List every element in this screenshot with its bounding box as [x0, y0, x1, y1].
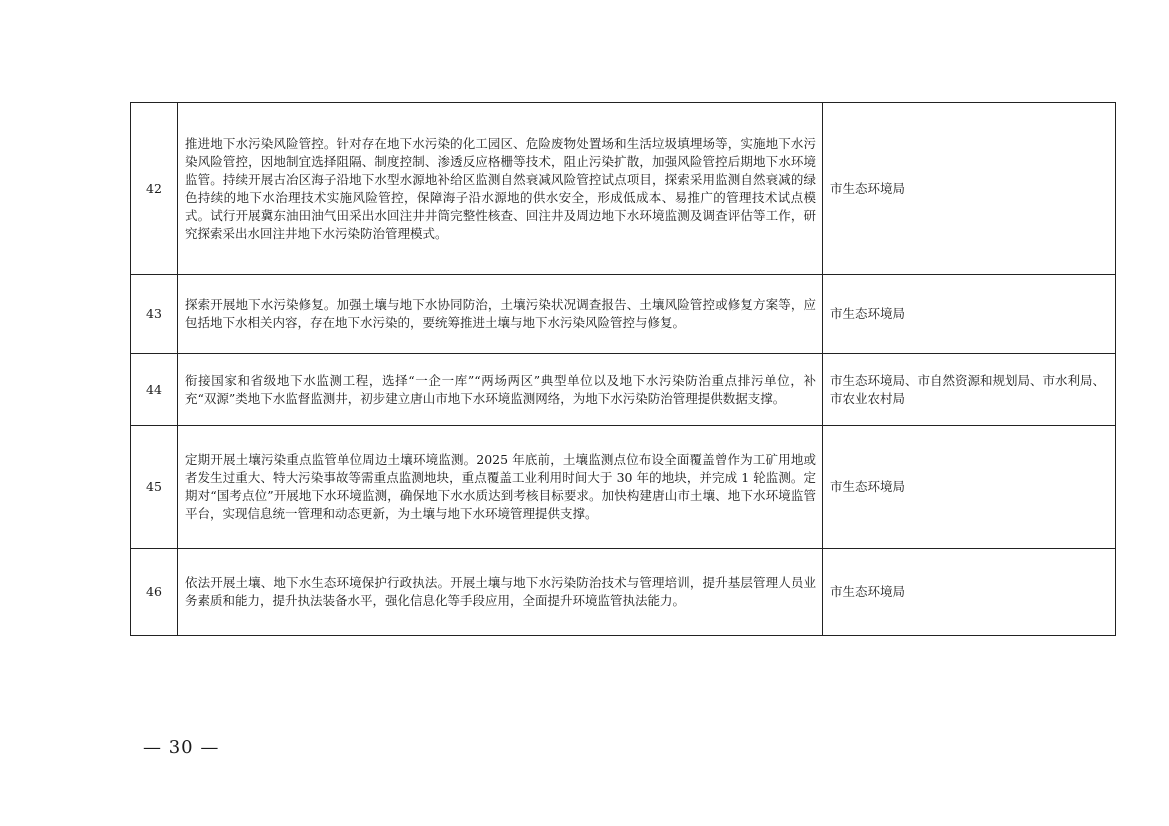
table-row [131, 103, 1116, 275]
table-row [131, 426, 1116, 549]
row-number: 45 [131, 426, 178, 549]
row-number: 44 [131, 354, 178, 426]
measure-description: 依法开展土壤、地下水生态环境保护行政执法。开展土壤与地下水污染防治技术与管理培训，提升基层管理人员业务素质和能力，提升执法装备水平，强化信息化等手段应用，全面提升环境监管执法能力。 [178, 549, 823, 636]
measures-table [130, 102, 1116, 636]
row-number: 42 [131, 103, 178, 275]
responsible-department: 市生态环境局 [823, 426, 1116, 549]
table-row [131, 354, 1116, 426]
responsible-department: 市生态环境局、市自然资源和规划局、市水利局、市农业农村局 [823, 354, 1116, 426]
measure-description: 推进地下水污染风险管控。针对存在地下水污染的化工园区、危险废物处置场和生活垃圾填埋场等，实施地下水污染风险管控，因地制宜选择阻隔、制度控制、渗透反应格栅等技术，阻止污染扩散，加强风险管控后期地下水环境监管。持续开展古冶区海子沿地下水型水源地补给区监测自然衰减风险管控试点项目，探索采用监测自然衰减的绿色持续的地下水治理技术实施风险管控，保障海子沿水源地的供水安全，形成低成本、易推广的管理技术试点模式。试行开展冀东油田油气田采出水回注井井筒完整性核查、回注井及周边地下水环境监测及调查评估等工作，研究探索采出水回注井地下水污染防治管理模式。 [178, 103, 823, 275]
table-row [131, 275, 1116, 354]
measure-description: 衔接国家和省级地下水监测工程，选择“一企一库”“两场两区”典型单位以及地下水污染防治重点排污单位，补充“双源”类地下水监督监测井，初步建立唐山市地下水环境监测网络，为地下水污染防治管理提供数据支撑。 [178, 354, 823, 426]
measure-description: 定期开展土壤污染重点监管单位周边土壤环境监测。2025 年底前，土壤监测点位布设全面覆盖曾作为工矿用地或者发生过重大、特大污染事故等需重点监测地块，重点覆盖工业利用时间大于 30 年的地块，并完成 1 轮监测。定期对“国考点位”开展地下水环境监测，确保地下水水质达到考核目标要求。加快构建唐山市土壤、地下水环境监管平台，实现信息统一管理和动态更新，为土壤与地下水环境管理提供支撑。 [178, 426, 823, 549]
page-number: — 30 — [143, 737, 220, 758]
responsible-department: 市生态环境局 [823, 103, 1116, 275]
responsible-department: 市生态环境局 [823, 549, 1116, 636]
row-number: 43 [131, 275, 178, 354]
measure-description: 探索开展地下水污染修复。加强土壤与地下水协同防治，土壤污染状况调查报告、土壤风险管控或修复方案等，应包括地下水相关内容，存在地下水污染的，要统筹推进土壤与地下水污染风险管控与修复。 [178, 275, 823, 354]
row-number: 46 [131, 549, 178, 636]
responsible-department: 市生态环境局 [823, 275, 1116, 354]
table-row [131, 549, 1116, 636]
